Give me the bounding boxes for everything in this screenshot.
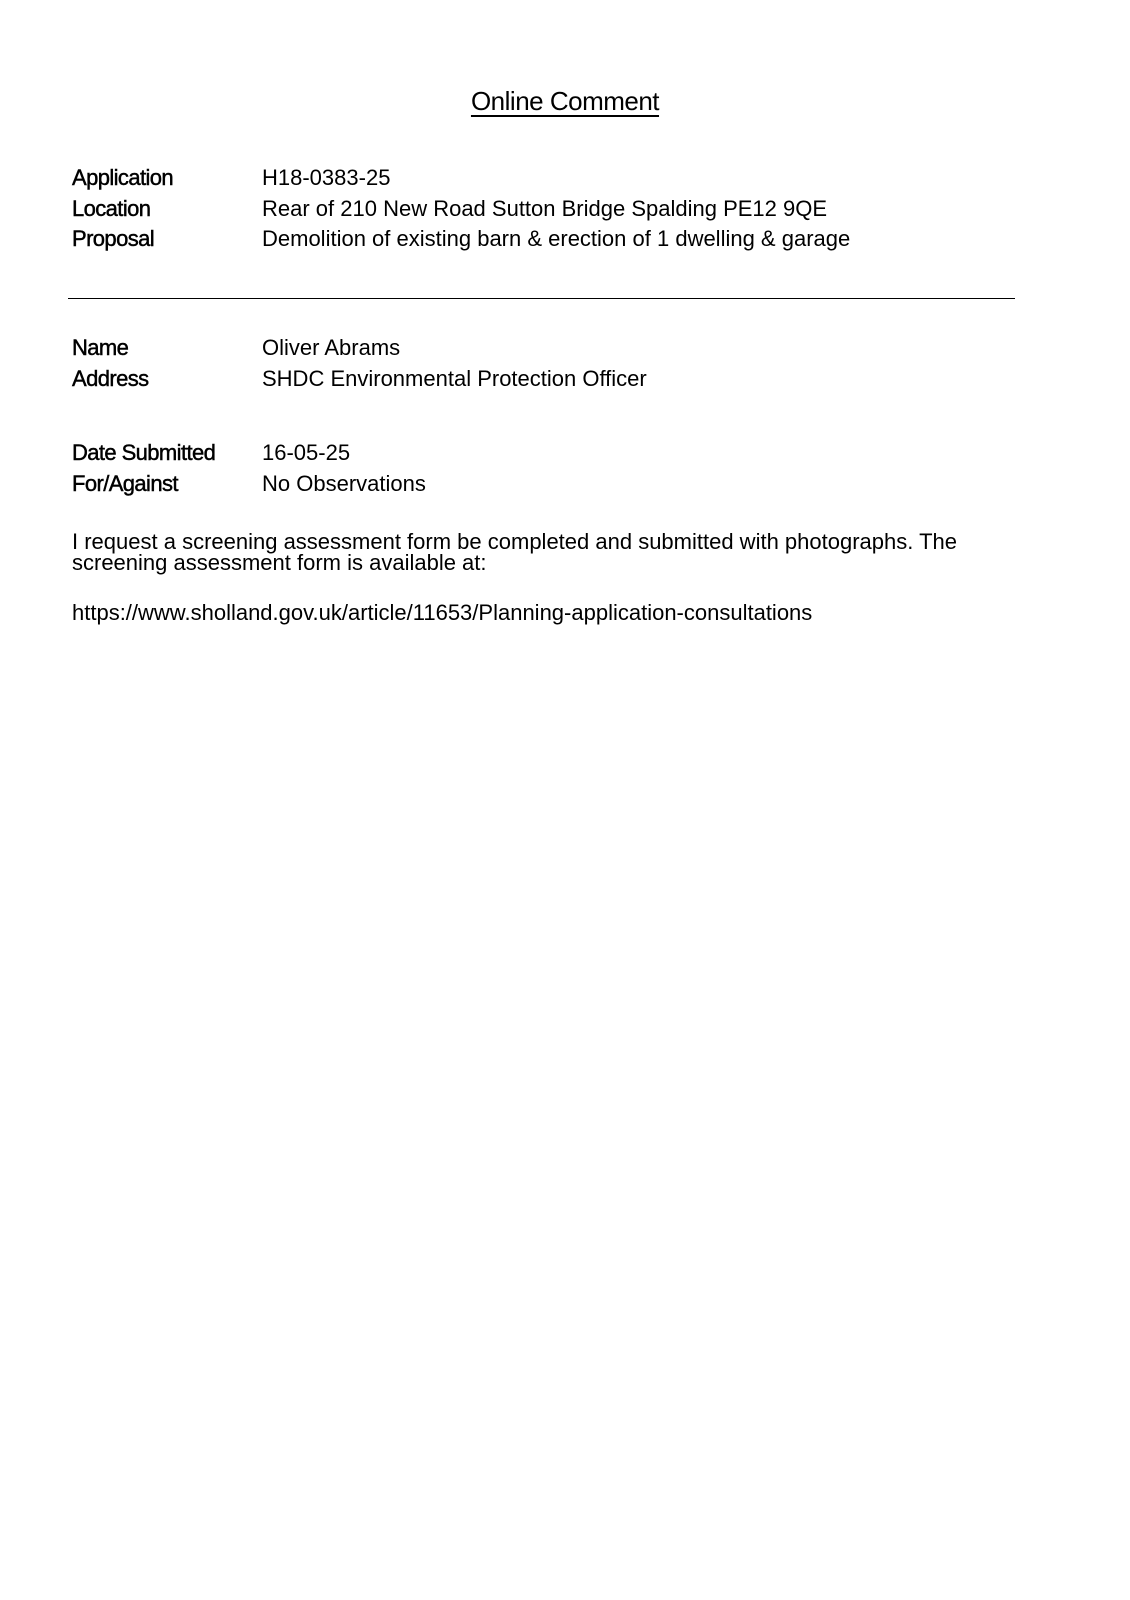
for-against-row — [72, 469, 426, 500]
date-submitted-value: 16-05-25 — [262, 440, 351, 465]
name-label: Name — [72, 335, 129, 360]
location-row — [72, 194, 850, 225]
application-details — [72, 163, 850, 255]
section-divider — [68, 298, 1015, 299]
date-submitted-row — [72, 438, 426, 469]
proposal-label: Proposal — [72, 226, 155, 251]
location-label: Location — [72, 195, 151, 221]
name-row — [72, 333, 647, 364]
for-against-value: No Observations — [262, 470, 426, 496]
page-title — [0, 86, 1130, 117]
proposal-row — [72, 224, 850, 255]
application-value: H18-0383-25 — [262, 165, 391, 190]
application-label: Application — [72, 165, 174, 190]
date-submitted-label: Date Submitted — [72, 440, 216, 465]
for-against-label: For/Against — [72, 470, 178, 496]
application-row — [72, 163, 850, 194]
address-row — [72, 364, 647, 395]
proposal-value: Demolition of existing barn & erection of 1 dwelling & garage — [262, 226, 851, 251]
address-value: SHDC Environmental Protection Officer — [262, 365, 647, 391]
submission-details — [72, 438, 426, 499]
commenter-details — [72, 333, 647, 394]
comment-text: I request a screening assessment form be completed and submitted with photographs. The screening assessment form is available at: — [72, 529, 957, 575]
name-value: Oliver Abrams — [262, 335, 401, 360]
address-label: Address — [72, 365, 149, 391]
consultation-link: https://www.sholland.gov.uk/article/11653/Planning-application-consultations — [72, 600, 813, 625]
location-value: Rear of 210 New Road Sutton Bridge Spalding PE12 9QE — [262, 195, 828, 221]
page-title-text: Online Comment — [470, 86, 660, 116]
